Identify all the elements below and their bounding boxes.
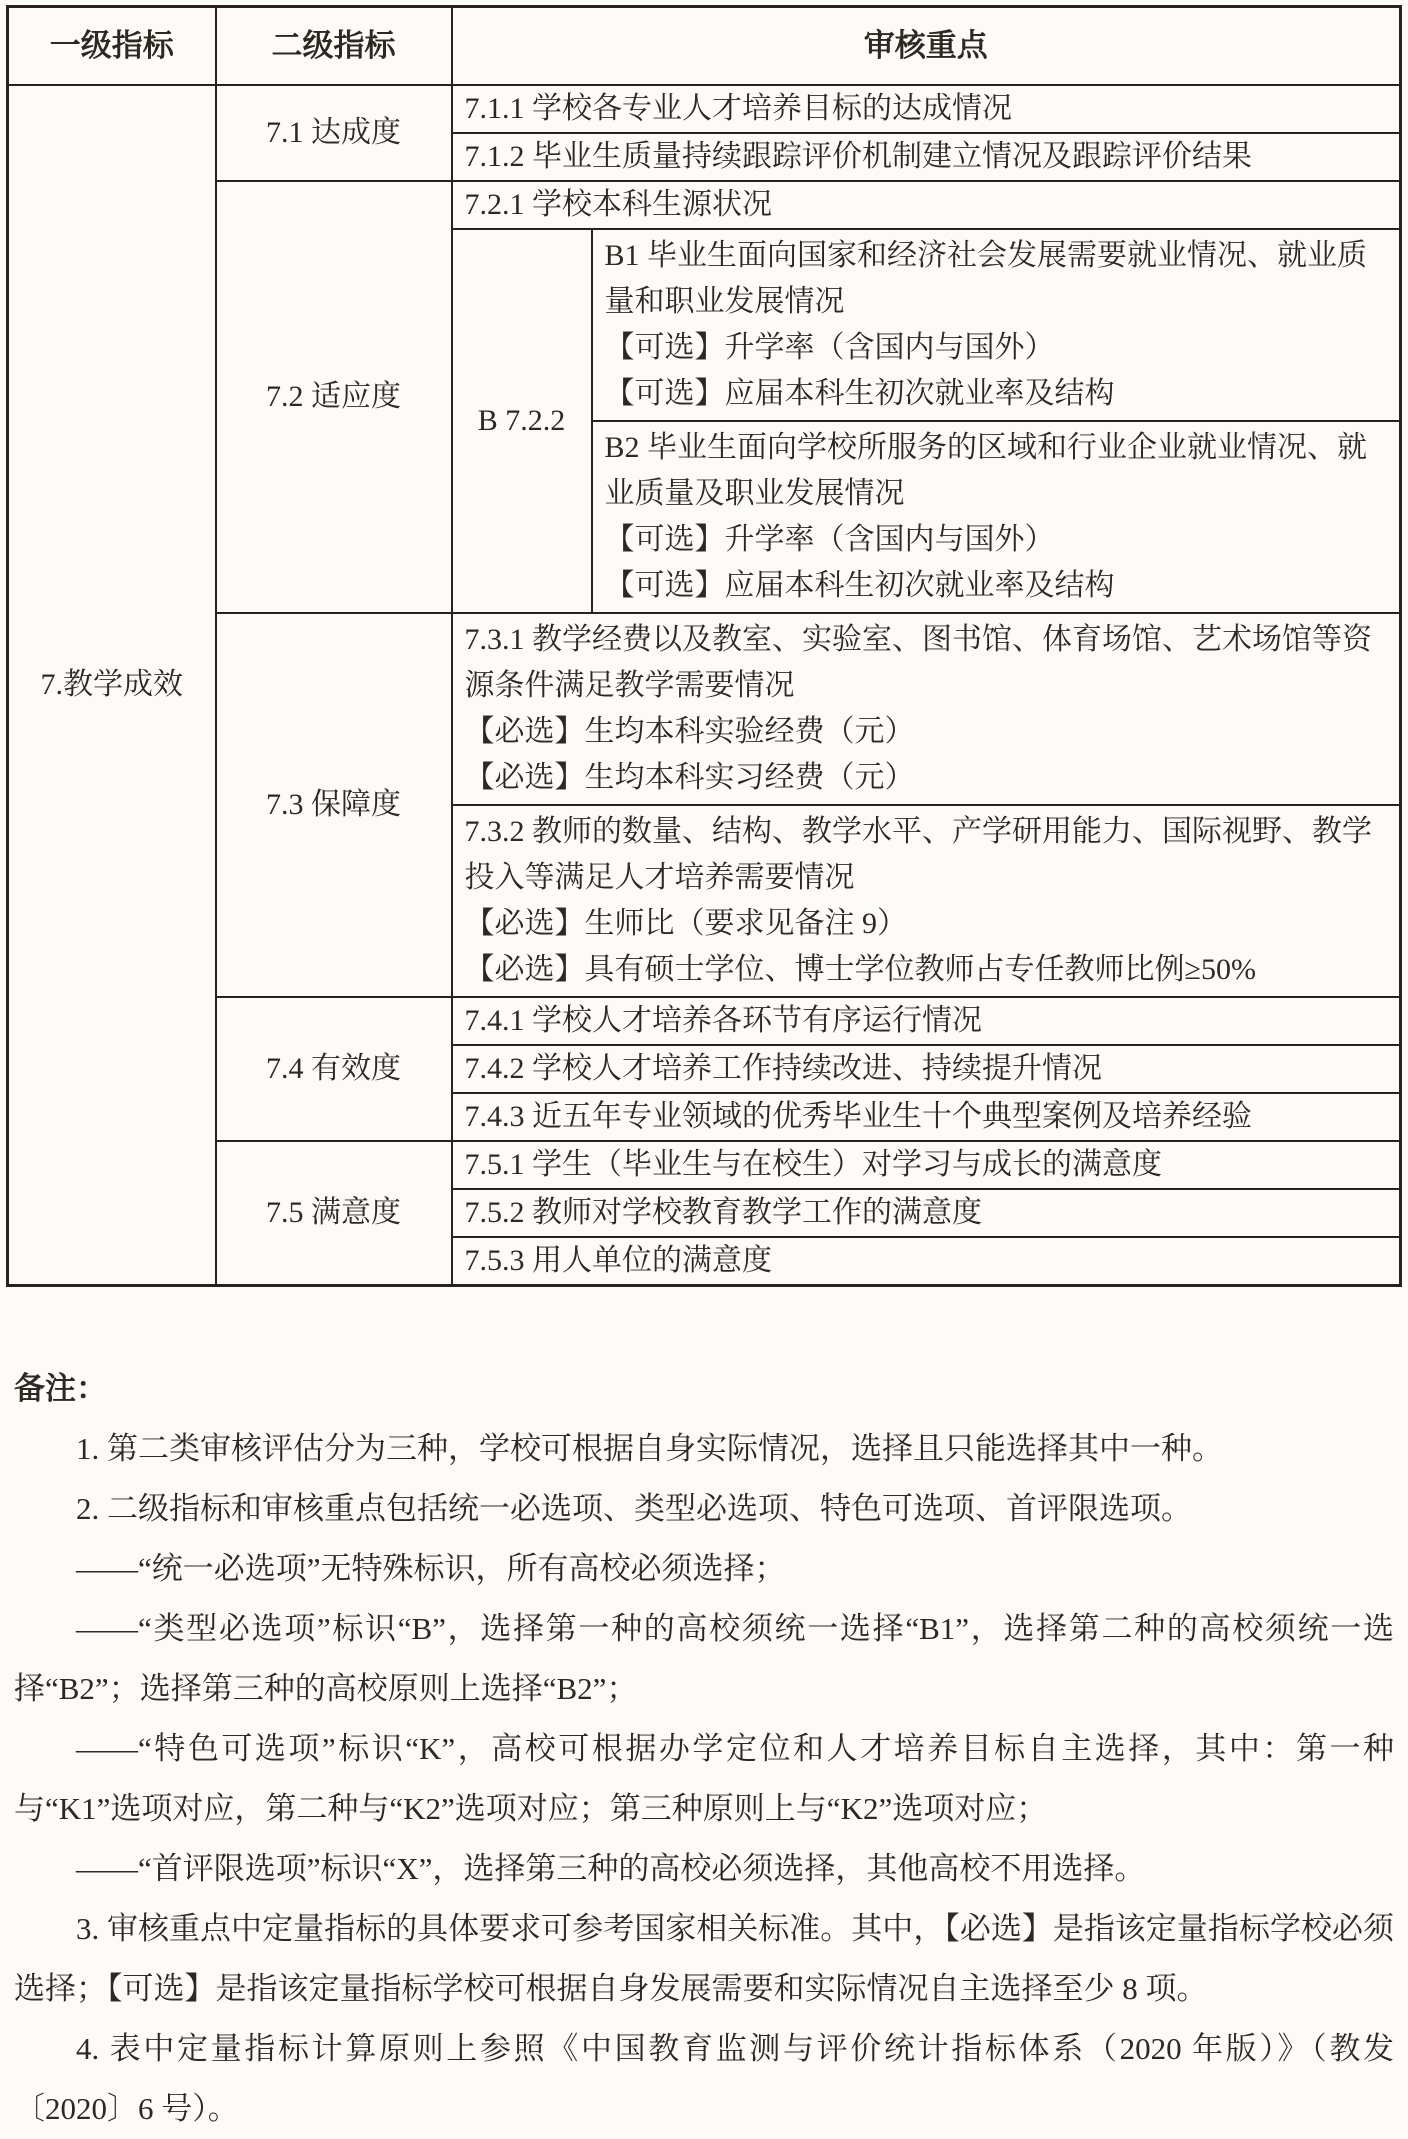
table-row — [8, 1141, 1401, 1189]
cell-753: 7.5.3 用人单位的满意度 — [452, 1237, 1401, 1286]
table-row — [8, 85, 1401, 133]
table-row — [8, 181, 1401, 229]
header-focus: 审核重点 — [452, 7, 1401, 86]
text-line: 【可选】应届本科生初次就业率及结构 — [604, 569, 1115, 602]
text-line: 7.3.1 教学经费以及教室、实验室、图书馆、体育场馆、艺术场馆等资源条件满足教学需要情况 — [464, 623, 1372, 702]
note-2-dash-3: ——“特色可选项”标识“K”，高校可根据办学定位和人才培养目标自主选择，其中：第一种与“K1”选项对应，第二种与“K2”选项对应；第三种原则上与“K2”选项对应； — [14, 1731, 1394, 1826]
text-line: 7.3.2 教师的数量、结构、教学水平、产学研用能力、国际视野、教学投入等满足人才培养需要情况 — [464, 815, 1372, 894]
cell-s75-label: 7.5 满意度 — [216, 1141, 452, 1286]
note-2: 2. 二级指标和审核重点包括统一必选项、类型必选项、特色可选项、首评限选项。 — [76, 1491, 1192, 1526]
cell-s72-label: 7.2 适应度 — [216, 181, 452, 613]
text-line: 【可选】升学率（含国内与国外） — [604, 331, 1055, 364]
table-header-row — [8, 7, 1401, 86]
text-line: 【必选】生师比（要求见备注 9） — [464, 907, 907, 940]
text-line: 【必选】生均本科实习经费（元） — [464, 761, 915, 794]
cell-751: 7.5.1 学生（毕业生与在校生）对学习与成长的满意度 — [452, 1141, 1401, 1189]
note-4: 4. 表中定量指标计算原则上参照《中国教育监测与评价统计指标体系（2020 年版）》（教发〔2020〕6 号）。 — [14, 2031, 1394, 2126]
note-2-dash-2: ——“类型必选项”标识“B”，选择第一种的高校须统一选择“B1”，选择第二种的高校须统一选择“B2”；选择第三种的高校原则上选择“B2”； — [14, 1611, 1394, 1706]
text-line: 【必选】生均本科实验经费（元） — [464, 715, 915, 748]
cell-731 — [452, 613, 1401, 805]
cell-711: 7.1.1 学校各专业人才培养目标的达成情况 — [452, 85, 1401, 133]
text-line: B2 毕业生面向学校所服务的区域和行业企业就业情况、就业质量及职业发展情况 — [604, 431, 1368, 510]
cell-s73-label: 7.3 保障度 — [216, 613, 452, 997]
header-level2: 二级指标 — [216, 7, 452, 86]
text-line: 【可选】升学率（含国内与国外） — [604, 523, 1055, 556]
note-2-dash-1: ——“统一必选项”无特殊标识，所有高校必须选择； — [76, 1551, 786, 1586]
notes-section — [14, 1359, 1394, 2139]
notes-title: 备注： — [14, 1371, 107, 1406]
note-2-dash-4: ——“首评限选项”标识“X”，选择第三种的高校必须选择，其他高校不用选择。 — [76, 1851, 1146, 1886]
cell-b2 — [592, 421, 1401, 613]
table-row — [8, 997, 1401, 1045]
cell-742: 7.4.2 学校人才培养工作持续改进、持续提升情况 — [452, 1045, 1401, 1093]
cell-743: 7.4.3 近五年专业领域的优秀毕业生十个典型案例及培养经验 — [452, 1093, 1401, 1141]
cell-b1 — [592, 229, 1401, 421]
cell-741: 7.4.1 学校人才培养各环节有序运行情况 — [452, 997, 1401, 1045]
header-level1: 一级指标 — [8, 7, 216, 86]
table-row — [8, 613, 1401, 805]
cell-s71-label: 7.1 达成度 — [216, 85, 452, 181]
text-line: 【可选】应届本科生初次就业率及结构 — [604, 377, 1115, 410]
cell-732 — [452, 805, 1401, 997]
cell-b722-label: B 7.2.2 — [452, 229, 592, 613]
indicator-table — [6, 5, 1402, 1287]
note-1: 1. 第二类审核评估分为三种，学校可根据自身实际情况，选择且只能选择其中一种。 — [76, 1431, 1223, 1466]
cell-712: 7.1.2 毕业生质量持续跟踪评价机制建立情况及跟踪评价结果 — [452, 133, 1401, 181]
cell-s74-label: 7.4 有效度 — [216, 997, 452, 1141]
note-3: 3. 审核重点中定量指标的具体要求可参考国家相关标准。其中，【必选】是指该定量指标学校必须选择；【可选】是指该定量指标学校可根据自身发展需要和实际情况自主选择至少 8 项。 — [14, 1911, 1394, 2006]
cell-level1-indicator: 7.教学成效 — [8, 85, 216, 1286]
text-line: B1 毕业生面向国家和经济社会发展需要就业情况、就业质量和职业发展情况 — [604, 239, 1368, 318]
cell-752: 7.5.2 教师对学校教育教学工作的满意度 — [452, 1189, 1401, 1237]
text-line: 【必选】具有硕士学位、博士学位教师占专任教师比例≥50% — [464, 953, 1256, 986]
cell-721: 7.2.1 学校本科生源状况 — [452, 181, 1401, 229]
